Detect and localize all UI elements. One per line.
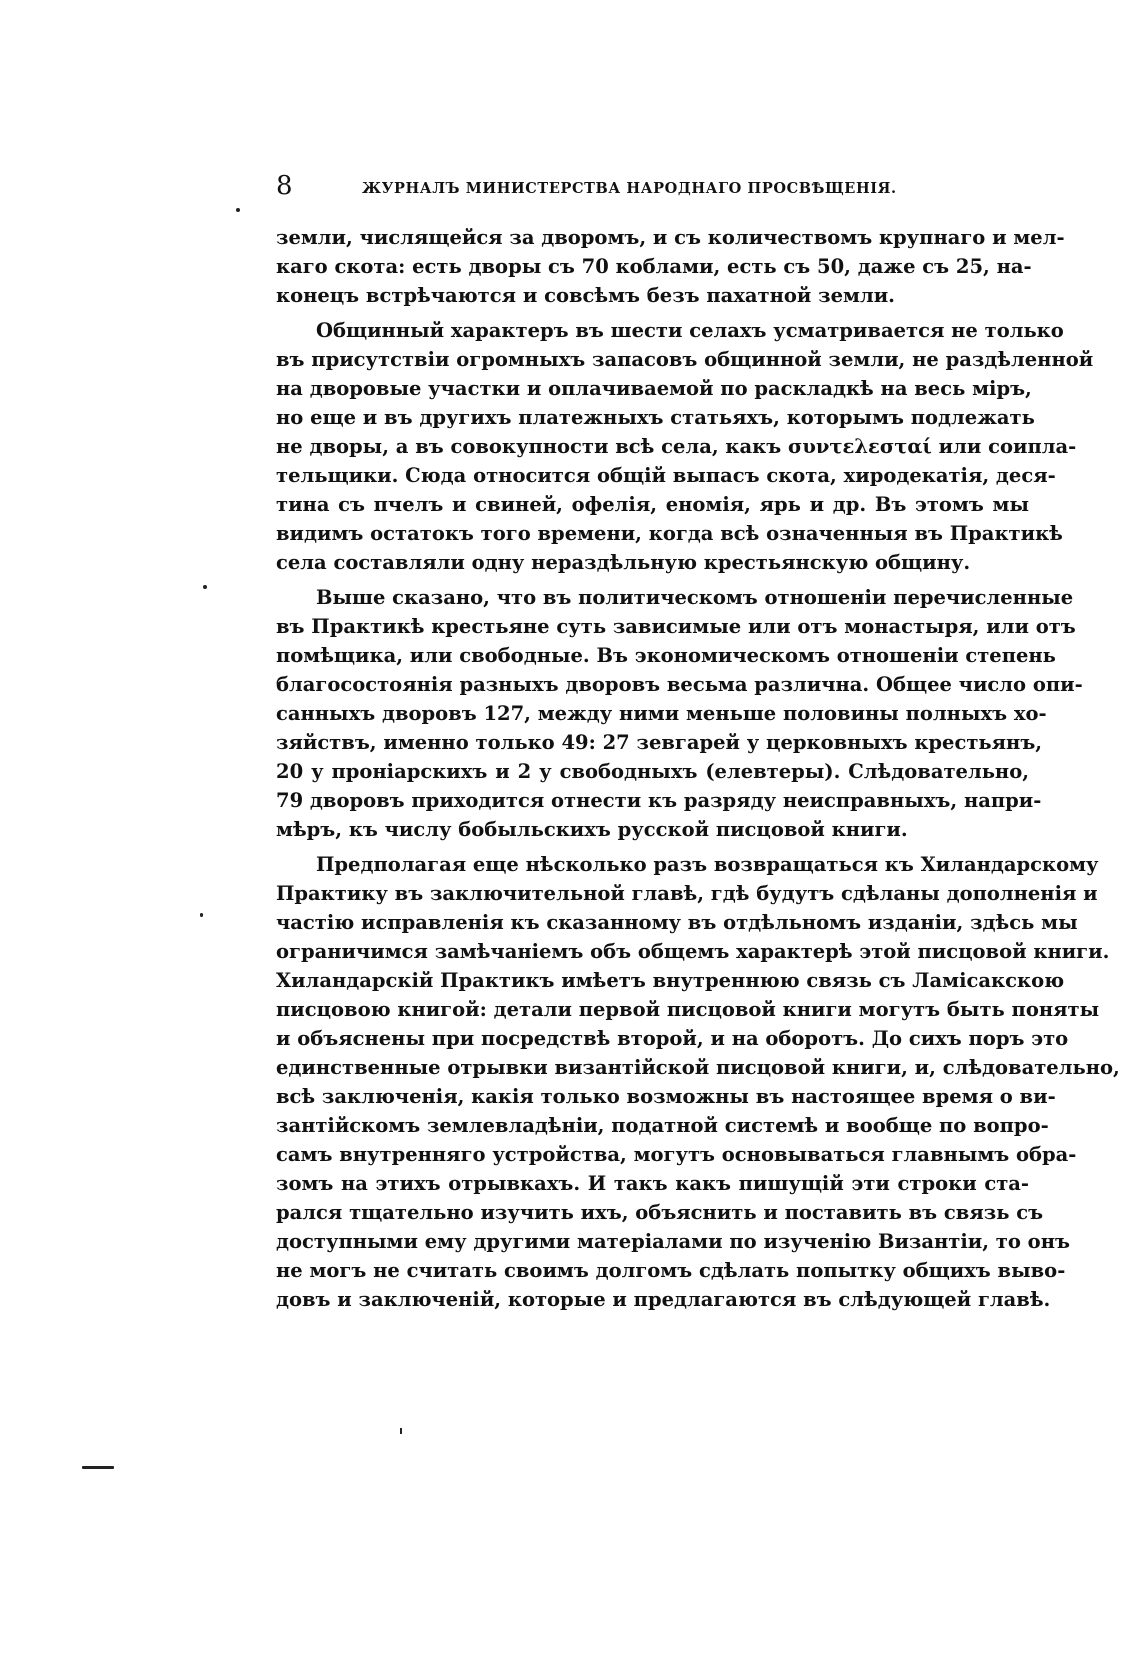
text-line: ограничимся замѣчаніемъ объ общемъ характерѣ этой писцовой книги.: [276, 940, 1110, 963]
text-line: единственные отрывки византійской писцовой книги, и, слѣдовательно,: [276, 1056, 1120, 1079]
text-line: видимъ остатокъ того времени, когда всѣ означенныя въ Практикѣ: [276, 522, 1063, 545]
text-line: Хиландарскій Практикъ имѣетъ внутреннюю связь съ Ламісакскою: [276, 969, 1065, 992]
text-line: конецъ встрѣчаются и совсѣмъ безъ пахатной земли.: [276, 284, 895, 307]
text-line: санныхъ дворовъ 127, между ними меньше половины полныхъ хо-: [276, 702, 1047, 725]
text-line: села составляли одну нераздѣльную крестьянскую общину.: [276, 551, 971, 574]
text-line: тельщики. Сюда относится общій выпасъ скота, хиродекатія, деся-: [276, 464, 1056, 487]
text-line: зантійскомъ землевладѣніи, податной системѣ и вообще по вопро-: [276, 1114, 1049, 1137]
text-line: Предполагая еще нѣсколько разъ возвращаться къ Хиландарскому: [316, 853, 1099, 876]
text-line: зомъ на этихъ отрывкахъ. И такъ какъ пишущій эти строки ста-: [276, 1172, 1029, 1195]
text-line: не дворы, а въ совокупности всѣ села, какъ συντελεσταί или соипла-: [276, 435, 1077, 458]
body-text: [276, 223, 1120, 1314]
running-title: ЖУРНАЛЪ МИНИСТЕРСТВА НАРОДНАГО ПРОСВѢЩЕНІЯ.: [362, 180, 897, 197]
text-line: каго скота: есть дворы съ 70 коблами, есть съ 50, даже съ 25, на-: [276, 255, 1032, 278]
text-line: благосостоянія разныхъ дворовъ весьма различна. Общее число опи-: [276, 673, 1083, 696]
scan-mark: [203, 585, 207, 589]
scan-mark: [82, 1466, 114, 1469]
text-line: Практику въ заключительной главѣ, гдѣ будутъ сдѣланы дополненія и: [276, 882, 1098, 905]
text-line: земли, числящейся за дворомъ, и съ количествомъ крупнаго и мел-: [276, 226, 1065, 249]
text-line: писцовою книгой: детали первой писцовой книги могутъ быть поняты: [276, 998, 1100, 1021]
paragraph: [276, 223, 1065, 310]
text-line: тина съ пчелъ и свиней, офелія, еномія, ярь и др. Въ этомъ мы: [276, 493, 1029, 516]
text-line: Общинный характеръ въ шести селахъ усматривается не только: [316, 319, 1064, 342]
text-line: помѣщика, или свободные. Въ экономическомъ отношеніи степень: [276, 644, 1056, 667]
text-line: 20 у проніарскихъ и 2 у свободныхъ (елевтеры). Слѣдовательно,: [276, 760, 1029, 783]
text-line: зяйствъ, именно только 49: 27 зевгарей у церковныхъ крестьянъ,: [276, 731, 1043, 754]
text-line: но еще и въ другихъ платежныхъ статьяхъ, которымъ подлежать: [276, 406, 1035, 429]
scan-mark: [236, 208, 240, 212]
scan-mark: [200, 913, 203, 917]
text-line: самъ внутренняго устройства, могутъ основываться главнымъ обра-: [276, 1143, 1077, 1166]
text-line: рался тщательно изучить ихъ, объяснить и поставить въ связь съ: [276, 1201, 1044, 1224]
text-line: въ Практикѣ крестьяне суть зависимые или отъ монастыря, или отъ: [276, 615, 1076, 638]
text-line: 79 дворовъ приходится отнести къ разряду неисправныхъ, напри-: [276, 789, 1042, 812]
paragraph: [276, 583, 1083, 844]
text-line: всѣ заключенія, какія только возможны въ настоящее время о ви-: [276, 1085, 1056, 1108]
text-line: частію исправленія къ сказанному въ отдѣльномъ изданіи, здѣсь мы: [276, 911, 1078, 934]
text-line: доступными ему другими матеріалами по изученію Византіи, то онъ: [276, 1230, 1070, 1253]
paragraph: [276, 850, 1120, 1314]
text-line: довъ и заключеній, которые и предлагаются въ слѣдующей главѣ.: [276, 1288, 1051, 1311]
text-line: на дворовые участки и оплачиваемой по раскладкѣ на весь міръ,: [276, 377, 1032, 400]
scan-mark: [400, 1428, 402, 1434]
text-line: въ присутствіи огромныхъ запасовъ общинной земли, не раздѣленной: [276, 348, 1094, 371]
page-number: 8: [276, 171, 293, 201]
paragraph: [276, 316, 1094, 577]
text-line: и объяснены при посредствѣ второй, и на оборотъ. До сихъ поръ это: [276, 1027, 1069, 1050]
text-line: мѣръ, къ числу бобыльскихъ русской писцовой книги.: [276, 818, 908, 841]
text-line: Выше сказано, что въ политическомъ отношеніи перечисленные: [316, 586, 1074, 609]
text-line: не могъ не считать своимъ долгомъ сдѣлать попытку общихъ выво-: [276, 1259, 1066, 1282]
